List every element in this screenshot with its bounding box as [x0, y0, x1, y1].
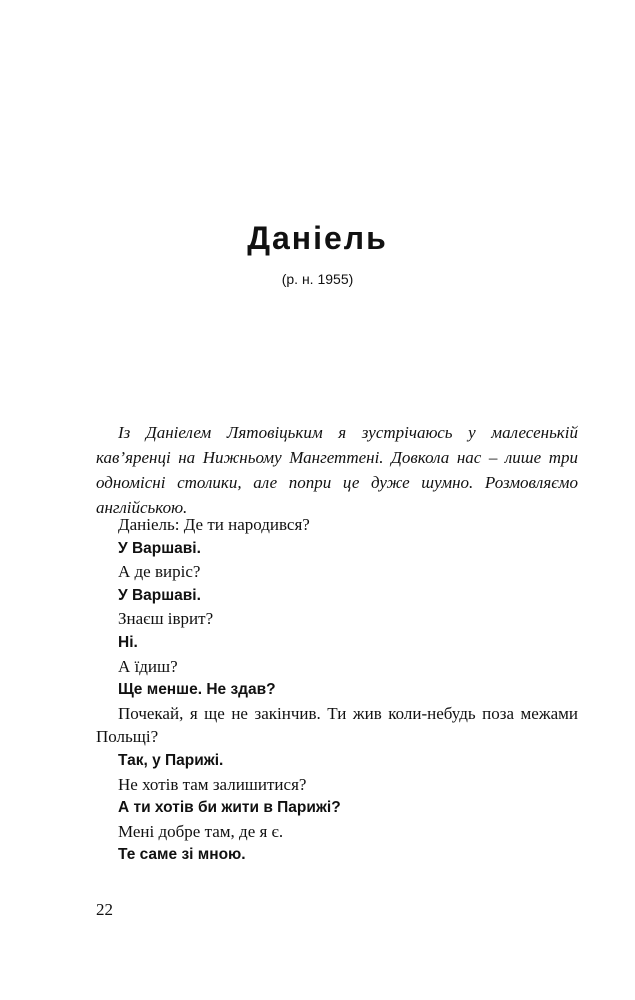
dialogue-line: У Варшаві. [118, 539, 201, 557]
dialogue [96, 513, 578, 867]
dialogue-line: У Варшаві. [118, 586, 201, 604]
dialogue-line: Почекай, я ще не закінчив. Ти жив коли-небудь поза межами Польщі? [96, 703, 578, 747]
dialogue-line: Мені добре там, де я є. [118, 821, 284, 841]
dialogue-line: А їдиш? [118, 656, 178, 676]
dialogue-line: Ні. [118, 633, 138, 651]
chapter-title: Даніель [247, 220, 388, 256]
dialogue-line: А де виріс? [118, 562, 201, 582]
chapter-subtitle: (р. н. 1955) [281, 271, 354, 287]
dialogue-line: Ще менше. Не здав? [118, 681, 276, 699]
dialogue-line: Те саме зі мною. [118, 846, 246, 864]
page-number: 22 [96, 900, 113, 919]
intro-paragraph: Із Даніелем Лятовіцьким я зустрічаюсь у малесенькій кав’яренці на Нижньому Мангеттені. Довкола нас – лише три одномісні столики, але попри це дуже шумно. Розмовляємо англійською. [96, 423, 578, 517]
dialogue-line: Даніель: Де ти народився? [118, 515, 310, 534]
dialogue-line: А ти хотів би жити в Парижі? [118, 799, 341, 817]
dialogue-line: Так, у Парижі. [118, 751, 224, 769]
dialogue-line: Не хотів там залишитися? [118, 774, 307, 794]
dialogue-line: Знаєш іврит? [118, 609, 214, 629]
